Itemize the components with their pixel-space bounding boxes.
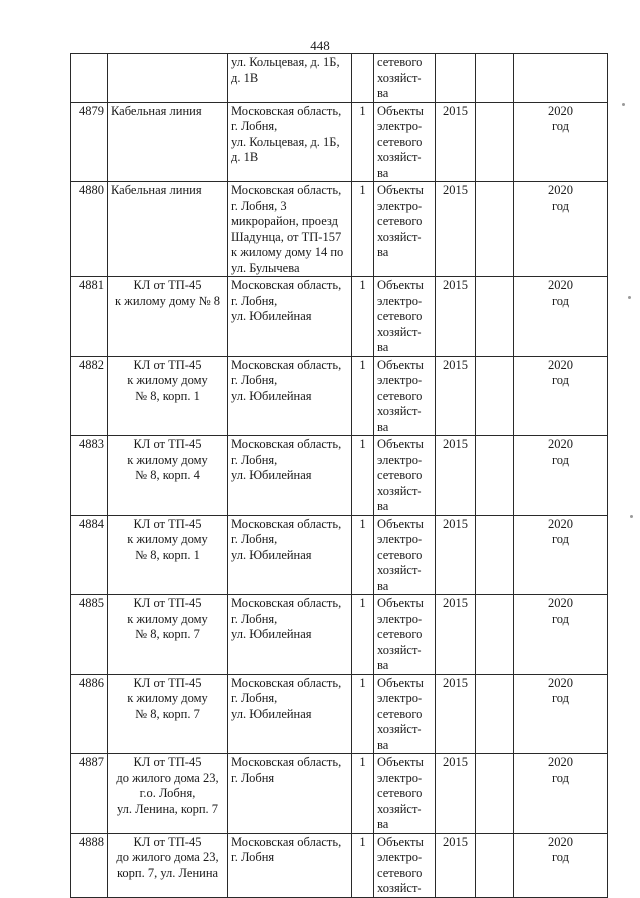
num-cell xyxy=(71,436,108,516)
address-line: Московская область, xyxy=(231,596,342,610)
quantity: 1 xyxy=(359,183,366,197)
type-cell xyxy=(374,182,436,277)
blank-cell xyxy=(476,754,514,834)
term-cell xyxy=(514,277,608,357)
qty-cell xyxy=(352,515,374,595)
type-line: ва xyxy=(377,737,389,752)
term-line: год xyxy=(551,532,570,546)
type-line: ва xyxy=(377,165,389,180)
table-row xyxy=(71,833,608,897)
type-line: хозяйст- xyxy=(377,229,422,244)
qty-cell xyxy=(352,833,374,897)
type-line: хозяйст- xyxy=(377,642,422,657)
type-cell xyxy=(374,833,436,897)
address-line: г. Лобня, 3 xyxy=(231,198,287,213)
name-line: № 8, корп. 1 xyxy=(135,547,200,562)
address-line: д. 1В xyxy=(231,70,259,85)
address-line: Московская область, xyxy=(231,278,342,292)
address-cell xyxy=(228,277,352,357)
type-line: хозяйст- xyxy=(377,324,422,339)
term-line: 2020 xyxy=(548,516,573,531)
name-line: № 8, корп. 7 xyxy=(135,706,200,721)
year: 2015 xyxy=(443,755,468,769)
name-line: к жилому дому xyxy=(127,611,208,626)
year-cell xyxy=(436,182,476,277)
name-line: КЛ от ТП-45 xyxy=(133,596,202,610)
quantity: 1 xyxy=(359,675,366,690)
row-number: 4883 xyxy=(79,437,104,451)
address-line: ул. Булычева xyxy=(231,260,300,275)
year-cell xyxy=(436,102,476,182)
year-cell xyxy=(436,833,476,897)
name-line: к жилому дому xyxy=(127,373,208,387)
term-line: 2020 xyxy=(548,596,573,610)
address-cell xyxy=(228,674,352,754)
qty-cell xyxy=(352,595,374,675)
year: 2015 xyxy=(443,834,468,849)
name-line: ул. Ленина, корп. 7 xyxy=(116,801,219,816)
address-line: ул. Юбилейная xyxy=(231,706,312,721)
name-line: к жилому дому № 8 xyxy=(114,293,221,308)
blank-cell xyxy=(476,277,514,357)
scan-speck xyxy=(622,103,625,106)
name-line: г.о. Лобня, xyxy=(139,786,196,800)
row-number: 4887 xyxy=(79,755,104,769)
address-line: г. Лобня xyxy=(231,850,275,864)
term-line: год xyxy=(551,119,570,133)
address-line: Московская область, xyxy=(231,516,342,531)
address-line: ул. Юбилейная xyxy=(231,547,312,562)
name-line: до жилого дома 23, xyxy=(116,770,219,785)
address-cell xyxy=(228,54,352,103)
blank-cell xyxy=(476,674,514,754)
type-line: сетевого xyxy=(377,627,423,641)
type-line: электро- xyxy=(377,198,423,213)
address-cell xyxy=(228,182,352,277)
type-line: хозяйст- xyxy=(377,722,422,736)
blank-cell xyxy=(476,436,514,516)
page-number: 448 xyxy=(310,38,330,53)
type-line: хозяйст- xyxy=(377,404,422,418)
address-line: г. Лобня, xyxy=(231,691,278,705)
name-cell xyxy=(108,102,228,182)
type-line: Объекты xyxy=(377,516,424,531)
blank-cell xyxy=(476,102,514,182)
num-cell xyxy=(71,182,108,277)
type-line: электро- xyxy=(377,532,423,546)
num-cell xyxy=(71,833,108,897)
address-line: г. Лобня, xyxy=(231,373,278,387)
year: 2015 xyxy=(443,516,468,531)
row-number: 4884 xyxy=(79,516,104,531)
num-cell xyxy=(71,277,108,357)
name-cell xyxy=(108,356,228,436)
term-line: год xyxy=(551,373,570,387)
blank-cell xyxy=(476,515,514,595)
address-line: к жилому дому 14 по xyxy=(231,245,344,259)
type-line: Объекты xyxy=(377,183,424,197)
name-line: КЛ от ТП-45 xyxy=(133,516,202,531)
blank-cell xyxy=(476,595,514,675)
row-number: 4881 xyxy=(79,278,104,292)
row-number: 4880 xyxy=(79,183,104,197)
type-line: сетевого xyxy=(377,786,423,800)
qty-cell xyxy=(352,54,374,103)
quantity: 1 xyxy=(359,755,366,769)
name-cell xyxy=(108,674,228,754)
type-line: хозяйст- xyxy=(377,563,422,577)
table-row xyxy=(71,595,608,675)
address-line: Московская область, xyxy=(231,103,342,118)
name-cell xyxy=(108,595,228,675)
quantity: 1 xyxy=(359,437,366,451)
type-line: ва xyxy=(377,499,389,513)
year-cell xyxy=(436,277,476,357)
num-cell xyxy=(71,54,108,103)
type-cell xyxy=(374,102,436,182)
type-line: хозяйст- xyxy=(377,483,422,498)
term-line: год xyxy=(551,293,570,308)
year-cell xyxy=(436,54,476,103)
name-cell xyxy=(108,277,228,357)
continuation-row xyxy=(71,54,608,103)
quantity: 1 xyxy=(359,834,366,849)
type-cell xyxy=(374,277,436,357)
scan-speck xyxy=(628,296,631,299)
term-line: 2020 xyxy=(548,834,573,849)
name-cell xyxy=(108,436,228,516)
row-number: 4886 xyxy=(79,675,104,690)
term-cell xyxy=(514,436,608,516)
num-cell xyxy=(71,674,108,754)
table-row xyxy=(71,754,608,834)
name-line: до жилого дома 23, xyxy=(116,850,219,864)
type-line: сетевого xyxy=(377,547,423,562)
address-line: ул. Кольцевая, д. 1Б, xyxy=(231,55,340,69)
qty-cell xyxy=(352,674,374,754)
address-line: Шадунца, от ТП-157 xyxy=(231,229,342,244)
name-line: КЛ от ТП-45 xyxy=(133,278,202,292)
num-cell xyxy=(71,754,108,834)
qty-cell xyxy=(352,277,374,357)
address-cell xyxy=(228,754,352,834)
address-cell xyxy=(228,356,352,436)
type-line: сетевого xyxy=(377,214,423,228)
name-line: № 8, корп. 1 xyxy=(135,388,200,403)
name-line: к жилому дому xyxy=(127,452,208,467)
year-cell xyxy=(436,436,476,516)
address-line: ул. Юбилейная xyxy=(231,388,312,403)
name-line: КЛ от ТП-45 xyxy=(133,675,202,690)
type-line: электро- xyxy=(377,770,423,785)
name-line: к жилому дому xyxy=(127,532,208,546)
year-cell xyxy=(436,595,476,675)
address-line: г. Лобня, xyxy=(231,452,278,467)
type-line: ва xyxy=(377,245,389,259)
type-line: ва xyxy=(377,340,389,354)
term-line: год xyxy=(551,198,570,213)
type-line: ва xyxy=(377,817,389,831)
year: 2015 xyxy=(443,103,468,118)
property-registry-table xyxy=(70,53,608,898)
scan-speck xyxy=(630,515,633,518)
year: 2015 xyxy=(443,183,468,197)
type-line: хозяйст- xyxy=(377,70,422,85)
quantity: 1 xyxy=(359,278,366,292)
address-line: г. Лобня, xyxy=(231,119,278,133)
name-line: к жилому дому xyxy=(127,691,208,705)
term-line: год xyxy=(551,850,570,864)
quantity: 1 xyxy=(359,357,366,372)
term-cell xyxy=(514,754,608,834)
qty-cell xyxy=(352,436,374,516)
name-line: Кабельная линия xyxy=(111,103,202,118)
address-line: г. Лобня, xyxy=(231,611,278,626)
name-line: КЛ от ТП-45 xyxy=(133,755,202,769)
table-row xyxy=(71,277,608,357)
type-line: Объекты xyxy=(377,278,424,292)
row-number: 4888 xyxy=(79,834,104,849)
type-line: электро- xyxy=(377,611,423,626)
type-cell xyxy=(374,595,436,675)
year: 2015 xyxy=(443,596,468,610)
row-number: 4882 xyxy=(79,357,104,372)
type-line: Объекты xyxy=(377,755,424,769)
year: 2015 xyxy=(443,437,468,451)
type-line: электро- xyxy=(377,293,423,308)
term-cell xyxy=(514,674,608,754)
qty-cell xyxy=(352,356,374,436)
row-number: 4879 xyxy=(79,103,104,118)
year-cell xyxy=(436,674,476,754)
name-line: № 8, корп. 4 xyxy=(135,468,200,482)
address-cell xyxy=(228,833,352,897)
address-line: Московская область, xyxy=(231,834,342,849)
blank-cell xyxy=(476,833,514,897)
quantity: 1 xyxy=(359,103,366,118)
term-cell xyxy=(514,182,608,277)
type-line: Объекты xyxy=(377,357,424,372)
term-cell xyxy=(514,356,608,436)
type-line: ва xyxy=(377,419,389,434)
type-line: электро- xyxy=(377,850,423,864)
address-line: Московская область, xyxy=(231,755,342,769)
address-cell xyxy=(228,515,352,595)
type-line: хозяйст- xyxy=(377,801,422,816)
name-line: Кабельная линия xyxy=(111,183,202,197)
table-row xyxy=(71,102,608,182)
address-line: Московская область, xyxy=(231,675,342,690)
address-cell xyxy=(228,102,352,182)
term-line: 2020 xyxy=(548,437,573,451)
table-row xyxy=(71,515,608,595)
type-cell xyxy=(374,515,436,595)
type-line: Объекты xyxy=(377,596,424,610)
type-line: ва xyxy=(377,658,389,672)
year: 2015 xyxy=(443,357,468,372)
type-cell xyxy=(374,754,436,834)
qty-cell xyxy=(352,754,374,834)
table-body xyxy=(71,54,608,898)
address-line: ул. Юбилейная xyxy=(231,468,312,482)
term-line: год xyxy=(551,770,570,785)
type-line: Объекты xyxy=(377,103,424,118)
term-line: год xyxy=(551,611,570,626)
num-cell xyxy=(71,595,108,675)
quantity: 1 xyxy=(359,596,366,610)
address-line: г. Лобня, xyxy=(231,532,278,546)
type-cell xyxy=(374,356,436,436)
qty-cell xyxy=(352,182,374,277)
term-cell xyxy=(514,833,608,897)
name-line: КЛ от ТП-45 xyxy=(133,437,202,451)
address-line: Московская область, xyxy=(231,437,342,451)
num-cell xyxy=(71,102,108,182)
qty-cell xyxy=(352,102,374,182)
type-line: электро- xyxy=(377,119,423,133)
blank-cell xyxy=(476,182,514,277)
type-line: электро- xyxy=(377,373,423,387)
name-line: КЛ от ТП-45 xyxy=(133,834,202,849)
term-line: 2020 xyxy=(548,183,573,197)
name-cell xyxy=(108,54,228,103)
address-cell xyxy=(228,436,352,516)
address-cell xyxy=(228,595,352,675)
table-row xyxy=(71,436,608,516)
num-cell xyxy=(71,515,108,595)
name-line: корп. 7, ул. Ленина xyxy=(116,865,219,880)
type-line: сетевого xyxy=(377,706,423,721)
address-line: д. 1В xyxy=(231,150,259,164)
address-line: ул. Кольцевая, д. 1Б, xyxy=(231,134,340,149)
address-line: микрорайон, проезд xyxy=(231,214,338,228)
address-line: Московская область, xyxy=(231,183,342,197)
address-line: ул. Юбилейная xyxy=(231,309,312,323)
type-line: Объекты xyxy=(377,834,424,849)
type-line: ва xyxy=(377,578,389,593)
name-cell xyxy=(108,182,228,277)
address-line: ул. Юбилейная xyxy=(231,627,312,641)
term-cell xyxy=(514,102,608,182)
type-line: хозяйст- xyxy=(377,150,422,164)
name-cell xyxy=(108,515,228,595)
term-cell xyxy=(514,515,608,595)
type-line: сетевого xyxy=(377,55,423,69)
year-cell xyxy=(436,515,476,595)
address-line: г. Лобня, xyxy=(231,293,278,308)
name-line: КЛ от ТП-45 xyxy=(133,357,202,372)
type-line: хозяйст- xyxy=(377,881,422,895)
term-cell xyxy=(514,54,608,103)
type-line: сетевого xyxy=(377,865,423,880)
term-line: 2020 xyxy=(548,278,573,292)
type-line: ва xyxy=(377,86,389,100)
type-line: сетевого xyxy=(377,134,423,149)
type-line: Объекты xyxy=(377,437,424,451)
year: 2015 xyxy=(443,278,468,292)
address-line: г. Лобня xyxy=(231,770,275,785)
table-row xyxy=(71,674,608,754)
year-cell xyxy=(436,754,476,834)
address-line: Московская область, xyxy=(231,357,342,372)
term-line: 2020 xyxy=(548,357,573,372)
table-row xyxy=(71,182,608,277)
blank-cell xyxy=(476,356,514,436)
term-line: год xyxy=(551,452,570,467)
table-row xyxy=(71,356,608,436)
term-line: год xyxy=(551,691,570,705)
row-number: 4885 xyxy=(79,596,104,610)
term-line: 2020 xyxy=(548,103,573,118)
type-line: сетевого xyxy=(377,468,423,482)
type-line: сетевого xyxy=(377,388,423,403)
name-line: № 8, корп. 7 xyxy=(135,627,200,641)
type-line: Объекты xyxy=(377,675,424,690)
type-line: электро- xyxy=(377,691,423,705)
num-cell xyxy=(71,356,108,436)
type-cell xyxy=(374,436,436,516)
quantity: 1 xyxy=(359,516,366,531)
term-line: 2020 xyxy=(548,755,573,769)
type-cell xyxy=(374,674,436,754)
name-cell xyxy=(108,754,228,834)
term-line: 2020 xyxy=(548,675,573,690)
year-cell xyxy=(436,356,476,436)
blank-cell xyxy=(476,54,514,103)
term-cell xyxy=(514,595,608,675)
year: 2015 xyxy=(443,675,468,690)
type-line: сетевого xyxy=(377,309,423,323)
type-line: электро- xyxy=(377,452,423,467)
name-cell xyxy=(108,833,228,897)
type-cell xyxy=(374,54,436,103)
